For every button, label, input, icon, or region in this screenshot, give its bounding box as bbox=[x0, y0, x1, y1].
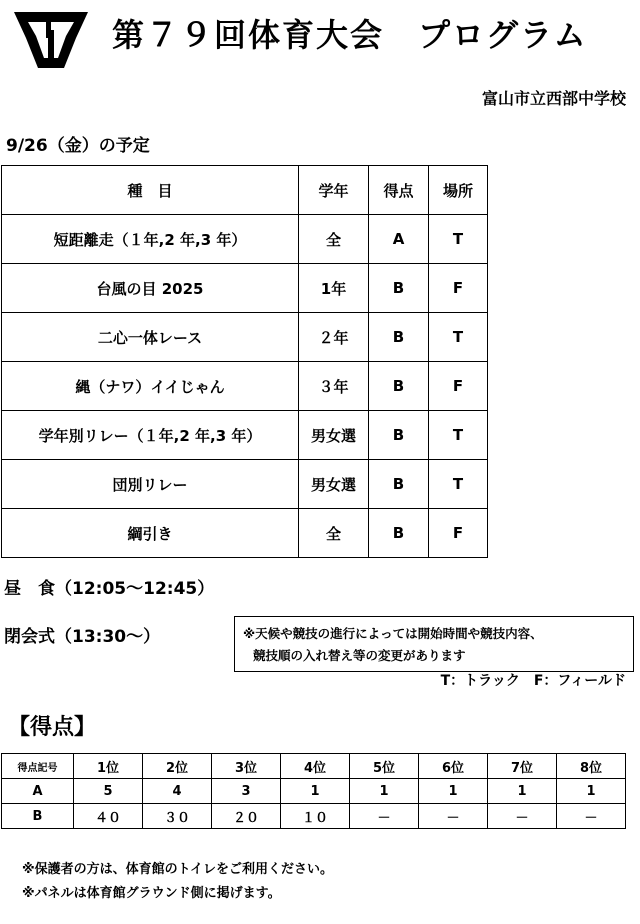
event-score: A bbox=[369, 215, 429, 264]
score-header-cell: 5位 bbox=[350, 754, 419, 779]
score-header-row bbox=[2, 754, 626, 779]
event-score: B bbox=[369, 313, 429, 362]
place-legend: T：トラック F：フィールド bbox=[440, 673, 626, 689]
lunch-time: 昼 食（12:05～12:45） bbox=[4, 579, 215, 599]
event-name: 台風の目 2025 bbox=[2, 264, 299, 313]
score-header-cell: 6位 bbox=[419, 754, 488, 779]
score-cell: 4 bbox=[143, 779, 212, 804]
event-place: F bbox=[429, 509, 488, 558]
score-table bbox=[1, 753, 626, 829]
program-row bbox=[2, 509, 488, 558]
event-name: 団別リレー bbox=[2, 460, 299, 509]
event-score: B bbox=[369, 509, 429, 558]
event-name: 短距離走（１年,2 年,3 年） bbox=[2, 215, 299, 264]
score-header-cell: 7位 bbox=[488, 754, 557, 779]
event-grade: ３年 bbox=[299, 362, 369, 411]
school-emblem-logo bbox=[14, 8, 88, 68]
schedule-date: 9/26（金）の予定 bbox=[6, 136, 150, 156]
score-cell: 3 bbox=[212, 779, 281, 804]
event-grade: 1年 bbox=[299, 264, 369, 313]
event-grade: 男女選 bbox=[299, 411, 369, 460]
header-event: 種 目 bbox=[2, 166, 299, 215]
footnote-panel: ※パネルは体育館グラウンド側に掲げます。 bbox=[22, 886, 281, 901]
event-grade: 全 bbox=[299, 509, 369, 558]
program-table bbox=[1, 165, 488, 558]
header-grade: 学年 bbox=[299, 166, 369, 215]
header-score: 得点 bbox=[369, 166, 429, 215]
score-header-cell: 2位 bbox=[143, 754, 212, 779]
score-row bbox=[2, 779, 626, 804]
score-header-cell: 3位 bbox=[212, 754, 281, 779]
score-cell: － bbox=[350, 804, 419, 829]
closing-ceremony-time: 閉会式（13:30～） bbox=[4, 627, 161, 647]
event-score: B bbox=[369, 362, 429, 411]
event-grade: 男女選 bbox=[299, 460, 369, 509]
footnote-restroom: ※保護者の方は、体育館のトイレをご利用ください。 bbox=[22, 862, 333, 877]
event-name: 二心一体レース bbox=[2, 313, 299, 362]
score-cell: A bbox=[2, 779, 74, 804]
school-name: 富山市立西部中学校 bbox=[481, 89, 626, 108]
event-place: T bbox=[429, 411, 488, 460]
score-header-cell: 1位 bbox=[74, 754, 143, 779]
event-grade: ２年 bbox=[299, 313, 369, 362]
event-place: T bbox=[429, 313, 488, 362]
event-name: 綱引き bbox=[2, 509, 299, 558]
score-cell: 5 bbox=[74, 779, 143, 804]
score-cell: ４０ bbox=[74, 804, 143, 829]
score-cell: － bbox=[488, 804, 557, 829]
event-score: B bbox=[369, 460, 429, 509]
event-place: T bbox=[429, 215, 488, 264]
event-name: 学年別リレー（１年,2 年,3 年） bbox=[2, 411, 299, 460]
score-heading: 【得点】 bbox=[8, 715, 97, 740]
score-cell: B bbox=[2, 804, 74, 829]
notice-line: 競技順の入れ替え等の変更があります bbox=[253, 648, 466, 663]
score-cell: １０ bbox=[281, 804, 350, 829]
score-cell: － bbox=[557, 804, 626, 829]
score-cell: ２０ bbox=[212, 804, 281, 829]
header-place: 場所 bbox=[429, 166, 488, 215]
program-row bbox=[2, 362, 488, 411]
score-cell: ３０ bbox=[143, 804, 212, 829]
score-row bbox=[2, 804, 626, 829]
notice-line: ※天候や競技の進行によっては開始時間や競技内容、 bbox=[243, 626, 543, 641]
score-cell: 1 bbox=[350, 779, 419, 804]
score-header-cell: 4位 bbox=[281, 754, 350, 779]
event-score: B bbox=[369, 411, 429, 460]
event-place: F bbox=[429, 264, 488, 313]
event-score: B bbox=[369, 264, 429, 313]
score-cell: 1 bbox=[419, 779, 488, 804]
event-place: F bbox=[429, 362, 488, 411]
program-header-row bbox=[2, 166, 488, 215]
score-cell: 1 bbox=[488, 779, 557, 804]
event-grade: 全 bbox=[299, 215, 369, 264]
score-header-cell: 得点記号 bbox=[2, 754, 74, 779]
event-name: 縄（ナワ）イイじゃん bbox=[2, 362, 299, 411]
event-place: T bbox=[429, 460, 488, 509]
score-header-cell: 8位 bbox=[557, 754, 626, 779]
score-cell: － bbox=[419, 804, 488, 829]
program-row bbox=[2, 460, 488, 509]
program-row bbox=[2, 411, 488, 460]
schedule-change-notice bbox=[234, 616, 634, 672]
page-title: 第７９回体育大会 プログラム bbox=[112, 16, 588, 54]
program-row bbox=[2, 215, 488, 264]
program-row bbox=[2, 313, 488, 362]
score-cell: 1 bbox=[557, 779, 626, 804]
program-row bbox=[2, 264, 488, 313]
score-cell: 1 bbox=[281, 779, 350, 804]
